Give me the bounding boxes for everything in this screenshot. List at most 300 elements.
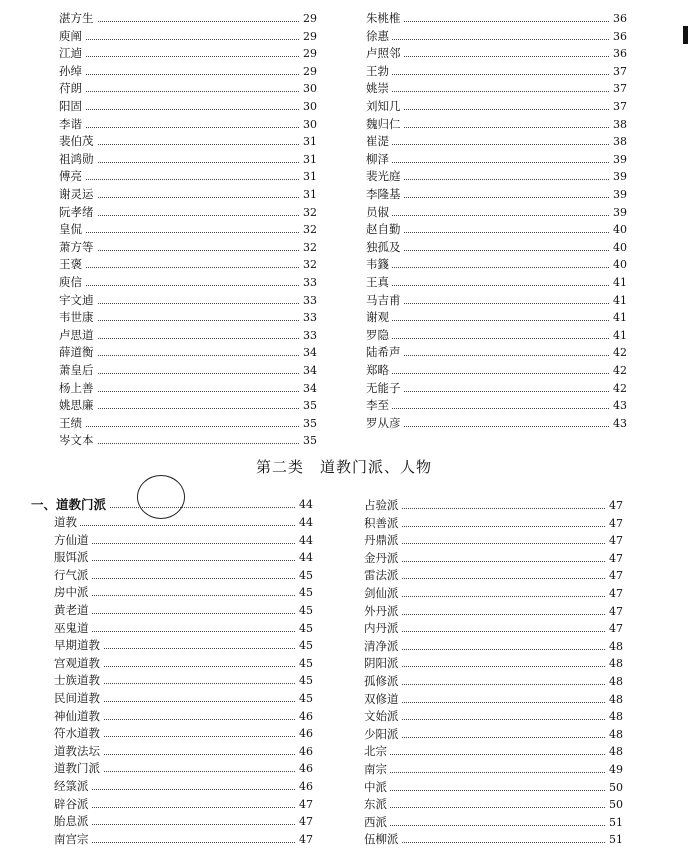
page-number: 33 (300, 274, 317, 291)
toc-entry (54, 796, 313, 813)
page-number: 47 (606, 567, 623, 584)
dot-leader (364, 761, 623, 773)
page-number: 29 (300, 63, 317, 80)
toc-entry (54, 672, 313, 689)
dot-leader (366, 256, 627, 268)
section-title: 一、道教门派 (31, 496, 109, 513)
toc-entry (54, 602, 313, 619)
entry-name: 陆希声 (366, 344, 404, 361)
page-number: 32 (300, 239, 317, 256)
entry-name: 韦籛 (366, 256, 392, 273)
toc-entry (59, 397, 317, 414)
toc-entry (59, 239, 317, 256)
toc-entry (366, 380, 627, 397)
entry-name: 独孤及 (366, 239, 404, 256)
dot-leader (54, 584, 313, 596)
toc-entry (54, 567, 313, 584)
entry-name: 中派 (364, 779, 390, 796)
page-number: 33 (300, 292, 317, 309)
page-number: 33 (300, 327, 317, 344)
entry-name: 北宗 (364, 743, 390, 760)
dot-leader (366, 380, 627, 392)
dot-leader (364, 814, 623, 826)
toc-entry (366, 168, 627, 185)
dot-leader (54, 813, 313, 825)
entry-name: 崔湜 (366, 133, 392, 150)
entry-name: 江逌 (59, 45, 85, 62)
entry-name: 王绩 (59, 415, 85, 432)
page-number: 45 (296, 672, 313, 689)
entry-name: 李隆基 (366, 186, 404, 203)
page-number: 34 (300, 344, 317, 361)
toc-entry (59, 292, 317, 309)
dot-leader (59, 45, 317, 57)
dot-leader (59, 116, 317, 128)
page-number: 29 (300, 45, 317, 62)
toc-entry (364, 603, 623, 620)
toc-entry (366, 239, 627, 256)
page-number: 41 (610, 327, 627, 344)
toc-entry (59, 362, 317, 379)
entry-name: 行气派 (54, 567, 92, 584)
entry-name: 萧皇后 (59, 362, 97, 379)
page-number: 37 (610, 80, 627, 97)
page-number: 47 (296, 813, 313, 830)
toc-entry (59, 98, 317, 115)
toc-entry (366, 362, 627, 379)
toc-entry (364, 814, 623, 831)
toc-entry (366, 116, 627, 133)
dot-leader (54, 620, 313, 632)
entry-name: 宇文逌 (59, 292, 97, 309)
entry-name: 神仙道教 (54, 708, 103, 725)
entry-name: 道教门派 (54, 760, 103, 777)
page-number: 35 (300, 397, 317, 414)
dot-leader (59, 309, 317, 321)
toc-entry (54, 637, 313, 654)
toc-entry (364, 726, 623, 743)
page-number: 39 (610, 151, 627, 168)
toc-entry (54, 584, 313, 601)
entry-name: 清净派 (364, 638, 402, 655)
entry-name: 西派 (364, 814, 390, 831)
page-number: 46 (296, 743, 313, 760)
page-number: 41 (610, 292, 627, 309)
toc-entry (364, 550, 623, 567)
dot-leader (366, 28, 627, 40)
toc-entry (364, 532, 623, 549)
page-number: 47 (606, 550, 623, 567)
dot-leader (364, 673, 623, 685)
dot-leader (364, 585, 623, 597)
page-number: 46 (296, 725, 313, 742)
dot-leader (59, 397, 317, 409)
entry-name: 员俶 (366, 204, 392, 221)
entry-name: 雷法派 (364, 567, 402, 584)
dot-leader (59, 327, 317, 339)
page-number: 50 (606, 796, 623, 813)
toc-entry (364, 796, 623, 813)
page-number: 36 (610, 10, 627, 27)
page-number: 43 (610, 397, 627, 414)
entry-name: 谢观 (366, 309, 392, 326)
dot-leader (364, 532, 623, 544)
edge-mark (683, 26, 688, 44)
toc-entry (59, 63, 317, 80)
entry-name: 萧方等 (59, 239, 97, 256)
page-number: 40 (610, 239, 627, 256)
toc-entry (54, 655, 313, 672)
dot-leader (366, 80, 627, 92)
chapter-heading: 第二类 道教门派、人物 (255, 458, 432, 476)
toc-entry (59, 344, 317, 361)
entry-name: 占验派 (364, 497, 402, 514)
entry-name: 符水道教 (54, 725, 103, 742)
page-number: 33 (300, 309, 317, 326)
page-number: 35 (300, 432, 317, 449)
entry-name: 姚思廉 (59, 397, 97, 414)
page-number: 29 (300, 28, 317, 45)
toc-entry (59, 10, 317, 27)
dot-leader (366, 239, 627, 251)
entry-name: 阳固 (59, 98, 85, 115)
toc-entry (364, 567, 623, 584)
entry-name: 朱桃椎 (366, 10, 404, 27)
toc-entry (364, 655, 623, 672)
page-number: 42 (610, 380, 627, 397)
dot-leader (59, 63, 317, 75)
hand-drawn-circle-mark (137, 475, 185, 519)
page-number: 32 (300, 256, 317, 273)
entry-name: 徐惠 (366, 28, 392, 45)
toc-entry (364, 761, 623, 778)
page-number: 39 (610, 204, 627, 221)
entry-name: 早期道教 (54, 637, 103, 654)
entry-name: 马吉甫 (366, 292, 404, 309)
entry-name: 皇侃 (59, 221, 85, 238)
entry-name: 孙绰 (59, 63, 85, 80)
dot-leader (54, 549, 313, 561)
dot-leader (54, 831, 313, 843)
page-number: 40 (610, 256, 627, 273)
page-number: 43 (610, 415, 627, 432)
entry-name: 庾阐 (59, 28, 85, 45)
entry-name: 薛道衡 (59, 344, 97, 361)
dot-leader (54, 514, 313, 526)
toc-entry (366, 133, 627, 150)
entry-name: 无能子 (366, 380, 404, 397)
toc-entry (59, 186, 317, 203)
entry-name: 祖鸿勋 (59, 151, 97, 168)
toc-entry (54, 831, 313, 848)
dot-leader (59, 256, 317, 268)
page-number: 40 (610, 221, 627, 238)
toc-entry (366, 344, 627, 361)
toc-entry (364, 620, 623, 637)
toc-entry (54, 778, 313, 795)
dot-leader (59, 168, 317, 180)
dot-leader (364, 515, 623, 527)
toc-entry (366, 45, 627, 62)
dot-leader (364, 796, 623, 808)
page-number: 46 (296, 708, 313, 725)
toc-entry (59, 415, 317, 432)
dot-leader (366, 98, 627, 110)
dot-leader (366, 63, 627, 75)
page-number: 48 (606, 673, 623, 690)
dot-leader (59, 432, 317, 444)
toc-entry (364, 779, 623, 796)
dot-leader (364, 567, 623, 579)
page-number: 45 (296, 602, 313, 619)
entry-name: 道教法坛 (54, 743, 103, 760)
toc-entry (364, 497, 623, 514)
entry-name: 金丹派 (364, 550, 402, 567)
entry-name: 积善派 (364, 515, 402, 532)
entry-name: 王真 (366, 274, 392, 291)
dot-leader (364, 708, 623, 720)
entry-name: 王勃 (366, 63, 392, 80)
dot-leader (59, 98, 317, 110)
toc-entry (366, 397, 627, 414)
dot-leader (59, 133, 317, 145)
page-number: 45 (296, 584, 313, 601)
entry-name: 罗隐 (366, 327, 392, 344)
entry-name: 南宫宗 (54, 831, 92, 848)
dot-leader (366, 151, 627, 163)
entry-name: 辟谷派 (54, 796, 92, 813)
toc-entry (366, 309, 627, 326)
dot-leader (364, 603, 623, 615)
dot-leader (366, 397, 627, 409)
page-number: 36 (610, 45, 627, 62)
entry-name: 双修道 (364, 691, 402, 708)
entry-name: 岑文本 (59, 432, 97, 449)
entry-name: 阮孝绪 (59, 204, 97, 221)
entry-name: 黄老道 (54, 602, 92, 619)
page-number: 32 (300, 204, 317, 221)
page-number: 37 (610, 98, 627, 115)
entry-name: 杨上善 (59, 380, 97, 397)
dot-leader (366, 10, 627, 22)
page-number: 44 (296, 549, 313, 566)
entry-name: 内丹派 (364, 620, 402, 637)
dot-leader (366, 186, 627, 198)
page-number: 47 (296, 796, 313, 813)
dot-leader (364, 550, 623, 562)
toc-entry (364, 638, 623, 655)
page-number: 30 (300, 116, 317, 133)
toc-entry (54, 743, 313, 760)
page-number: 45 (296, 620, 313, 637)
dot-leader (59, 274, 317, 286)
entry-name: 巫鬼道 (54, 620, 92, 637)
page-number: 47 (606, 620, 623, 637)
entry-name: 罗从彦 (366, 415, 404, 432)
toc-entry (366, 204, 627, 221)
entry-name: 文始派 (364, 708, 402, 725)
toc-entry (366, 63, 627, 80)
page-number: 47 (606, 532, 623, 549)
page-number: 38 (610, 116, 627, 133)
entry-name: 李谐 (59, 116, 85, 133)
page-number: 35 (300, 415, 317, 432)
dot-leader (364, 497, 623, 509)
toc-entry (54, 708, 313, 725)
toc-entry (59, 151, 317, 168)
toc-entry (366, 80, 627, 97)
page-number: 48 (606, 726, 623, 743)
dot-leader (366, 309, 627, 321)
page-number: 45 (296, 690, 313, 707)
entry-name: 南宗 (364, 761, 390, 778)
entry-name: 苻朗 (59, 80, 85, 97)
entry-name: 韦世康 (59, 309, 97, 326)
page-number: 45 (296, 637, 313, 654)
entry-name: 剑仙派 (364, 585, 402, 602)
entry-name: 士族道教 (54, 672, 103, 689)
toc-entry (54, 549, 313, 566)
page-number: 39 (610, 168, 627, 185)
dot-leader (54, 532, 313, 544)
dot-leader (54, 602, 313, 614)
page-number: 47 (606, 515, 623, 532)
page-number: 51 (606, 814, 623, 831)
toc-entry (59, 168, 317, 185)
page-number: 31 (300, 186, 317, 203)
entry-name: 刘知几 (366, 98, 404, 115)
page-number: 48 (606, 708, 623, 725)
toc-entry (59, 221, 317, 238)
page-number: 42 (610, 344, 627, 361)
toc-entry (59, 327, 317, 344)
page-number: 37 (610, 63, 627, 80)
page-number: 44 (296, 532, 313, 549)
page-number: 47 (296, 831, 313, 848)
toc-entry (366, 327, 627, 344)
page-number: 51 (606, 831, 623, 848)
dot-leader (59, 292, 317, 304)
page-number: 32 (300, 221, 317, 238)
page-number: 34 (300, 362, 317, 379)
entry-name: 外丹派 (364, 603, 402, 620)
page-number: 48 (606, 743, 623, 760)
dot-leader (54, 567, 313, 579)
toc-entry (366, 98, 627, 115)
dot-leader (366, 221, 627, 233)
toc-entry (366, 221, 627, 238)
dot-leader (59, 344, 317, 356)
toc-entry (364, 673, 623, 690)
dot-leader (59, 80, 317, 92)
toc-entry (54, 620, 313, 637)
entry-name: 少阳派 (364, 726, 402, 743)
page-number: 50 (606, 779, 623, 796)
entry-name: 卢照邻 (366, 45, 404, 62)
toc-entry (366, 256, 627, 273)
entry-name: 庾信 (59, 274, 85, 291)
entry-name: 柳泽 (366, 151, 392, 168)
dot-leader (364, 620, 623, 632)
dot-leader (366, 292, 627, 304)
entry-name: 傅亮 (59, 168, 85, 185)
entry-name: 孤修派 (364, 673, 402, 690)
dot-leader (366, 45, 627, 57)
dot-leader (366, 327, 627, 339)
page-number: 48 (606, 691, 623, 708)
page-number: 49 (606, 761, 623, 778)
dot-leader (59, 28, 317, 40)
dot-leader (59, 151, 317, 163)
entry-name: 伍柳派 (364, 831, 402, 848)
entry-name: 郑略 (366, 362, 392, 379)
page-number: 41 (610, 309, 627, 326)
dot-leader (366, 415, 627, 427)
toc-entry (59, 116, 317, 133)
toc-entry (364, 831, 623, 848)
dot-leader (54, 778, 313, 790)
toc-entry (364, 708, 623, 725)
dot-leader (59, 239, 317, 251)
dot-leader (366, 344, 627, 356)
toc-entry (364, 743, 623, 760)
toc-entry (54, 760, 313, 777)
entry-name: 王褒 (59, 256, 85, 273)
toc-entry (59, 80, 317, 97)
dot-leader (366, 116, 627, 128)
entry-name: 阴阳派 (364, 655, 402, 672)
toc-entry (59, 432, 317, 449)
page-number: 47 (606, 497, 623, 514)
entry-name: 胎息派 (54, 813, 92, 830)
page-number: 31 (300, 168, 317, 185)
dot-leader (364, 831, 623, 843)
toc-entry (59, 204, 317, 221)
toc-entry (366, 186, 627, 203)
page-number: 41 (610, 274, 627, 291)
dot-leader (364, 638, 623, 650)
page-number: 47 (606, 603, 623, 620)
dot-leader (364, 743, 623, 755)
toc-entry (366, 151, 627, 168)
dot-leader (366, 168, 627, 180)
entry-name: 方仙道 (54, 532, 92, 549)
toc-entry (366, 10, 627, 27)
toc-entry (364, 585, 623, 602)
page-number: 31 (300, 133, 317, 150)
entry-name: 湛方生 (59, 10, 97, 27)
page-number: 45 (296, 655, 313, 672)
entry-name: 宫观道教 (54, 655, 103, 672)
entry-name: 房中派 (54, 584, 92, 601)
toc-entry (54, 514, 313, 531)
page-number: 31 (300, 151, 317, 168)
page-number: 38 (610, 133, 627, 150)
dot-leader (59, 362, 317, 374)
page-number: 44 (296, 514, 313, 531)
dot-leader (366, 204, 627, 216)
toc-entry (59, 133, 317, 150)
dot-leader (364, 655, 623, 667)
dot-leader (54, 796, 313, 808)
dot-leader (59, 204, 317, 216)
toc-entry (366, 415, 627, 432)
entry-name: 服饵派 (54, 549, 92, 566)
toc-entry (366, 28, 627, 45)
entry-name: 经箓派 (54, 778, 92, 795)
entry-name: 丹鼎派 (364, 532, 402, 549)
entry-name: 裴光庭 (366, 168, 404, 185)
